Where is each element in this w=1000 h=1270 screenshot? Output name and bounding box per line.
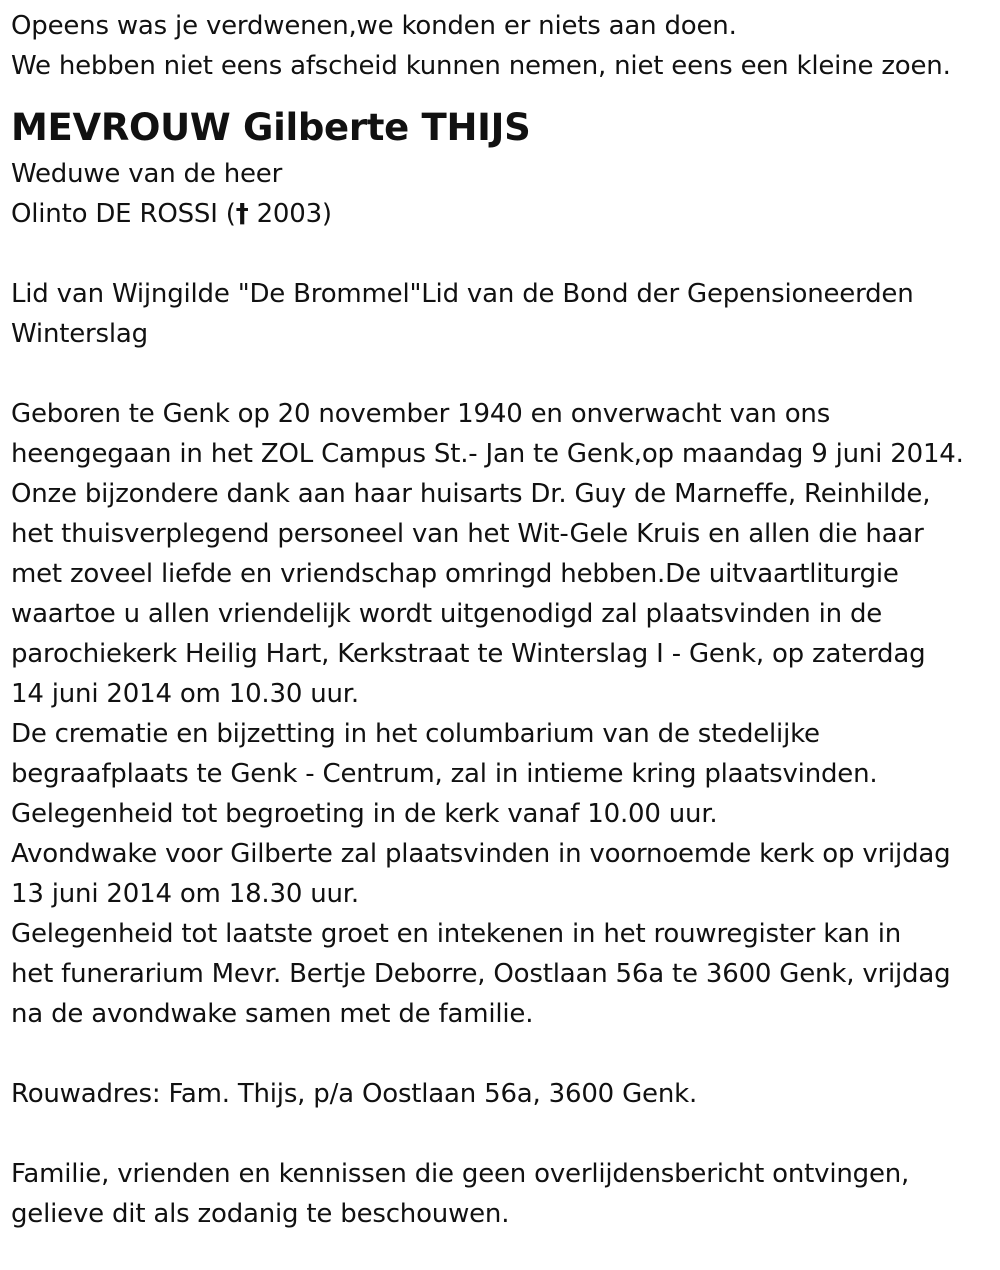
closing-line-2: gelieve dit als zodanig te beschouwen. <box>11 1199 510 1229</box>
announcement-line: Gelegenheid tot laatste groet en intekenen in het rouwregister kan in <box>11 919 901 949</box>
announcement-line: Geboren te Genk op 20 november 1940 en onverwacht van ons <box>11 399 831 429</box>
spouse-line <box>11 194 996 234</box>
announcement-line: Avondwake voor Gilberte zal plaatsvinden in voornoemde kerk op vrijdag <box>11 839 951 869</box>
announcement-line: De crematie en bijzetting in het columbarium van de stedelijke <box>11 719 820 749</box>
announcement-line: heengegaan in het ZOL Campus St.- Jan te Genk,op maandag 9 juni 2014. <box>11 439 964 469</box>
announcement-line: begraafplaats te Genk - Centrum, zal in intieme kring plaatsvinden. <box>11 759 878 789</box>
cross-icon: † <box>235 199 249 229</box>
announcement-line: na de avondwake samen met de familie. <box>11 999 534 1029</box>
announcement-line: het thuisverplegend personeel van het Wit-Gele Kruis en allen die haar <box>11 519 924 549</box>
intro-line-1: Opeens was je verdwenen,we konden er niets aan doen. <box>11 11 737 41</box>
spacer <box>11 234 996 274</box>
spacer <box>11 1114 996 1154</box>
closing-note <box>11 1154 996 1234</box>
announcement-line: parochiekerk Heilig Hart, Kerkstraat te Winterslag I - Genk, op zaterdag <box>11 639 926 669</box>
mourning-address: Rouwadres: Fam. Thijs, p/a Oostlaan 56a, 3600 Genk. <box>11 1079 698 1109</box>
announcement-line: Gelegenheid tot begroeting in de kerk vanaf 10.00 uur. <box>11 799 718 829</box>
spouse-year: 2003) <box>248 199 332 229</box>
announcement-line: Onze bijzondere dank aan haar huisarts Dr. Guy de Marneffe, Reinhilde, <box>11 479 931 509</box>
announcement-line: met zoveel liefde en vriendschap omringd hebben.De uitvaartliturgie <box>11 559 899 589</box>
obituary-document <box>11 6 996 1234</box>
announcement-line: 14 juni 2014 om 10.30 uur. <box>11 679 359 709</box>
intro-line-2: We hebben niet eens afscheid kunnen nemen, niet eens een kleine zoen. <box>11 51 951 81</box>
closing-line-1: Familie, vrienden en kennissen die geen overlijdensbericht ontvingen, <box>11 1159 910 1189</box>
membership-line-1: Lid van Wijngilde "De Brommel"Lid van de Bond der Gepensioneerden <box>11 279 914 309</box>
deceased-name: MEVROUW Gilberte THIJS <box>11 106 531 149</box>
announcement-line: 13 juni 2014 om 18.30 uur. <box>11 879 359 909</box>
announcement-line: het funerarium Mevr. Bertje Deborre, Oostlaan 56a te 3600 Genk, vrijdag <box>11 959 951 989</box>
membership-line-2: Winterslag <box>11 319 148 349</box>
spouse-name: Olinto DE ROSSI ( <box>11 199 236 229</box>
spacer <box>11 1034 996 1074</box>
spacer <box>11 354 996 394</box>
widow-line: Weduwe van de heer <box>11 159 283 189</box>
intro-verse <box>11 6 996 86</box>
announcement-line: waartoe u allen vriendelijk wordt uitgenodigd zal plaatsvinden in de <box>11 599 883 629</box>
announcement-body <box>11 394 996 1034</box>
memberships <box>11 274 996 354</box>
